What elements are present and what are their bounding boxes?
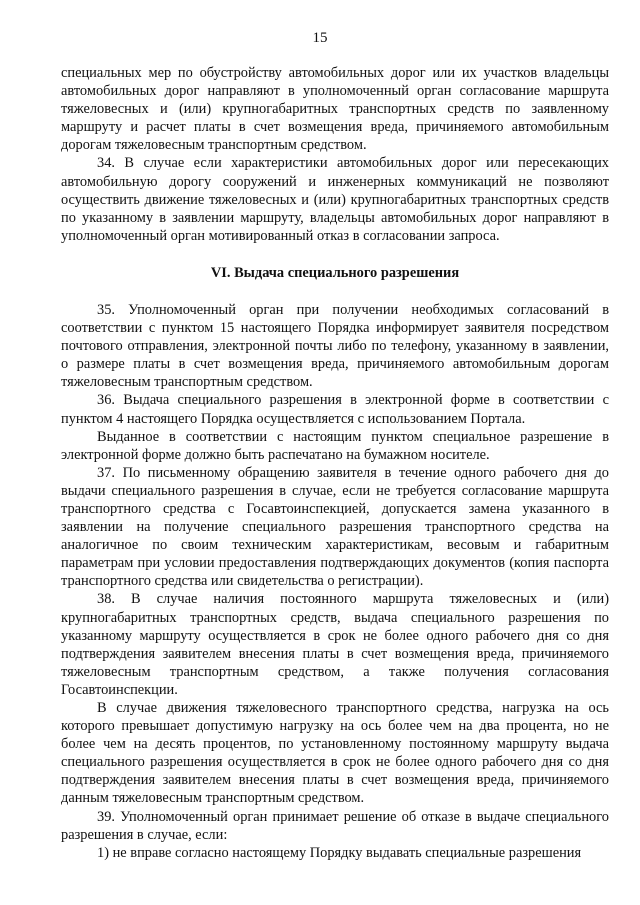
paragraph-38: 38. В случае наличия постоянного маршрута тяжеловесных и (или) крупногабаритных транспортных средств, выдача специального разрешения по указанному маршруту осуществляется в срок не более одного рабочего дня со дня подтверждения заявителем внесения платы в счет возмещения вреда, причиняемого тяжеловесным транспортным средством, а также получения согласования Госавтоинспекции. [61, 591, 609, 698]
paragraph-34: 34. В случае если характеристики автомобильных дорог или пересекающих автомобильную дорогу сооружений и инженерных коммуникаций не позволяют осуществить движение тяжеловесных и (или) крупногабаритных транспортных средств по указанному в заявлении маршруту, владельцы автомобильных дорог направляют в уполномоченный орган мотивированный отказ в согласовании запроса. [61, 155, 609, 244]
paragraph-39-item-1: 1) не вправе согласно настоящему Порядку выдавать специальные разрешения [97, 844, 582, 861]
paragraph-39: 39. Уполномоченный орган принимает решение об отказе в выдаче специального разрешения в случае, если: [61, 808, 609, 843]
paragraph-continuation: специальных мер по обустройству автомобильных дорог или их участков владельцы автомобильных дорог направляют в уполномоченный орган согласование маршрута тяжеловесных и (или) крупногабаритных транспортных средств по заявленному маршруту и расчет платы в счет возмещения вреда, причиняемого автомобильным дорогам тяжеловесным транспортным средством. [61, 65, 609, 154]
section-heading: VI. Выдача специального разрешения [210, 264, 460, 281]
paragraph-36: 36. Выдача специального разрешения в электронной форме в соответствии с пунктом 4 настоящего Порядка осуществляется с использованием Портала. [61, 392, 609, 427]
paragraph-35: 35. Уполномоченный орган при получении необходимых согласований в соответствии с пунктом 15 настоящего Порядка информирует заявителя посредством почтового отправления, электронной почты либо по телефону, указанному в заявлении, о размере платы в счет возмещения вреда, причиняемого автомобильным дорогам тяжеловесным транспортным средством. [61, 301, 609, 391]
paragraph-38-continued: В случае движения тяжеловесного транспортного средства, нагрузка на ось которого превышает допустимую нагрузку на ось более чем на два процента, но не более чем на десять процентов, по установленному постоянному маршруту выдача специального разрешения осуществляется в срок не более одного рабочего дня со дня подтверждения заявителем внесения платы в счет возмещения вреда, причиняемого данным тяжеловесным транспортным средством. [61, 700, 609, 807]
page-number: 15 [312, 30, 328, 46]
paragraph-36-continued: Выданное в соответствии с настоящим пунктом специальное разрешение в электронной форме должно быть распечатано на бумажном носителе. [61, 428, 609, 463]
document-body [61, 64, 609, 862]
paragraph-37: 37. По письменному обращению заявителя в течение одного рабочего дня до выдачи специального разрешения в случае, если не требуется согласование маршрута транспортного средства с Госавтоинспекцией, допускается замена указанного в заявлении на получение специального разрешения транспортного средства на аналогичное по своим техническим характеристикам, весовым и габаритным параметрам при условии предоставления подтверждающих документов (копия паспорта транспортного средства или свидетельства о регистрации). [61, 464, 609, 590]
